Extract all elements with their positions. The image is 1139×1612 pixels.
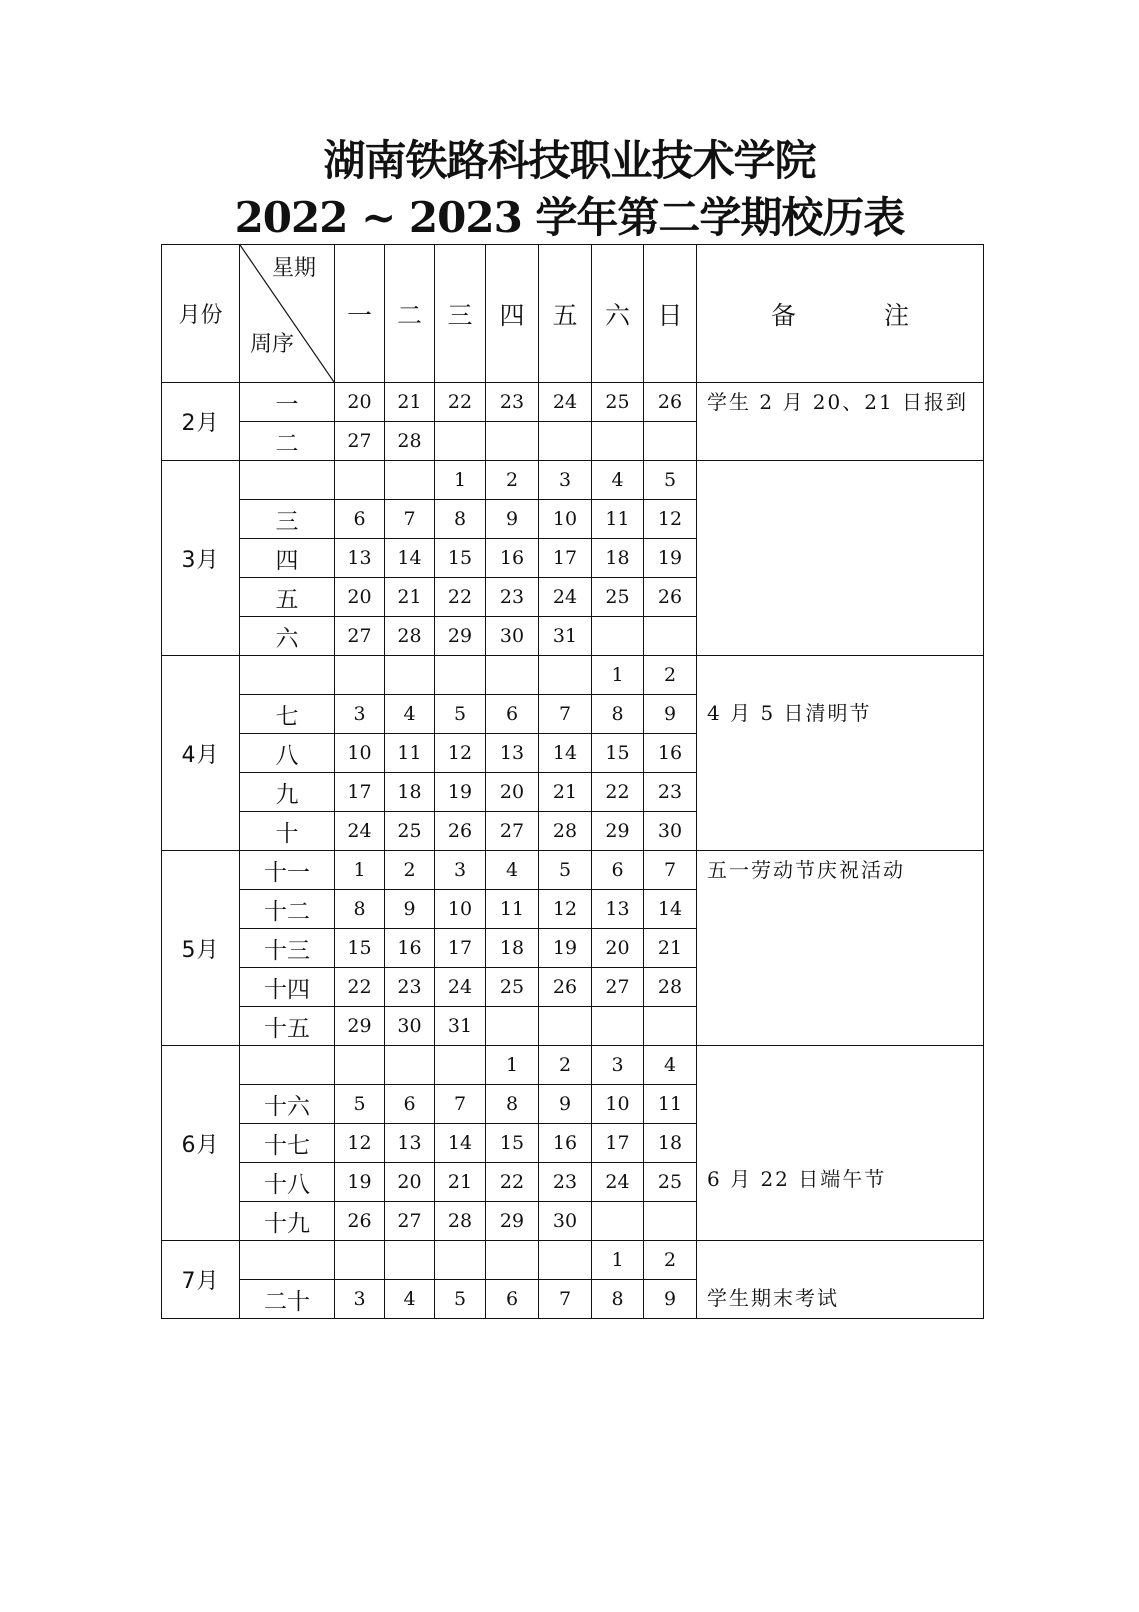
- day-cell: 23: [385, 968, 435, 1007]
- day-cell: 5: [435, 1280, 486, 1319]
- day-cell: 15: [486, 1124, 539, 1163]
- month-notes: [697, 461, 984, 656]
- day-cell: 4: [385, 695, 435, 734]
- day-cell: 16: [385, 929, 435, 968]
- day-cell: 19: [335, 1163, 385, 1202]
- note-line: [707, 656, 983, 694]
- day-cell: 10: [592, 1085, 644, 1124]
- day-cell: 18: [592, 539, 644, 578]
- day-cell: 30: [385, 1007, 435, 1046]
- day-cell: [592, 617, 644, 656]
- month-notes: [697, 656, 984, 851]
- weekday-week-diagonal-header: [240, 245, 335, 383]
- day-cell: 16: [486, 539, 539, 578]
- day-cell: 24: [435, 968, 486, 1007]
- day-cell: 17: [335, 773, 385, 812]
- day-cell: 7: [435, 1085, 486, 1124]
- week-number: 十五: [240, 1007, 335, 1046]
- note-line: 学生期末考试: [707, 1286, 839, 1310]
- day-cell: [644, 1007, 697, 1046]
- week-number: [240, 1046, 335, 1085]
- day-cell: 24: [335, 812, 385, 851]
- day-cell: 6: [592, 851, 644, 890]
- day-cell: 10: [539, 500, 592, 539]
- day-cell: 10: [435, 890, 486, 929]
- day-cell: [385, 1241, 435, 1280]
- day-cell: 20: [385, 1163, 435, 1202]
- day-header-sat: 六: [592, 245, 644, 383]
- day-cell: 19: [644, 539, 697, 578]
- day-cell: 6: [335, 500, 385, 539]
- day-cell: [335, 1241, 385, 1280]
- day-cell: 24: [592, 1163, 644, 1202]
- day-cell: 2: [539, 1046, 592, 1085]
- day-cell: 12: [644, 500, 697, 539]
- day-cell: 26: [435, 812, 486, 851]
- day-cell: [539, 422, 592, 461]
- month-label: 3月: [162, 461, 240, 656]
- header-row: [162, 245, 984, 383]
- week-row: [162, 383, 984, 422]
- day-cell: 6: [486, 695, 539, 734]
- day-cell: 14: [435, 1124, 486, 1163]
- day-cell: [539, 1007, 592, 1046]
- day-cell: 30: [644, 812, 697, 851]
- day-cell: [592, 422, 644, 461]
- month-label: 2月: [162, 383, 240, 461]
- note-line: [707, 1122, 983, 1160]
- day-header-sun: 日: [644, 245, 697, 383]
- week-number: 十二: [240, 890, 335, 929]
- day-cell: [644, 617, 697, 656]
- note-line: [707, 1046, 983, 1084]
- day-cell: 3: [335, 1280, 385, 1319]
- week-row: [162, 851, 984, 890]
- day-cell: 27: [335, 422, 385, 461]
- day-header-mon: 一: [335, 245, 385, 383]
- day-cell: 1: [435, 461, 486, 500]
- day-cell: 11: [385, 734, 435, 773]
- day-header-wed: 三: [435, 245, 486, 383]
- day-cell: 23: [539, 1163, 592, 1202]
- day-cell: 5: [435, 695, 486, 734]
- day-cell: 8: [435, 500, 486, 539]
- week-number: [240, 656, 335, 695]
- day-cell: 18: [644, 1124, 697, 1163]
- day-cell: 8: [592, 695, 644, 734]
- day-cell: [486, 1007, 539, 1046]
- day-cell: 7: [385, 500, 435, 539]
- day-cell: 20: [592, 929, 644, 968]
- month-label: 4月: [162, 656, 240, 851]
- day-cell: [486, 656, 539, 695]
- day-cell: 26: [644, 578, 697, 617]
- day-cell: 26: [335, 1202, 385, 1241]
- day-cell: 13: [486, 734, 539, 773]
- month-column-header: 月份: [162, 245, 240, 383]
- day-cell: 14: [539, 734, 592, 773]
- day-cell: 20: [335, 578, 385, 617]
- week-number: 十七: [240, 1124, 335, 1163]
- day-cell: [335, 656, 385, 695]
- day-cell: 8: [486, 1085, 539, 1124]
- week-row: [162, 656, 984, 695]
- day-cell: 15: [335, 929, 385, 968]
- day-cell: 25: [592, 383, 644, 422]
- day-cell: 2: [486, 461, 539, 500]
- day-cell: [539, 656, 592, 695]
- day-cell: 28: [644, 968, 697, 1007]
- day-cell: [592, 1202, 644, 1241]
- note-line: 五一劳动节庆祝活动: [707, 858, 905, 882]
- day-cell: 7: [539, 695, 592, 734]
- day-cell: 18: [385, 773, 435, 812]
- day-cell: 14: [385, 539, 435, 578]
- week-number: 十一: [240, 851, 335, 890]
- day-cell: 22: [486, 1163, 539, 1202]
- day-cell: [435, 1241, 486, 1280]
- day-cell: 15: [435, 539, 486, 578]
- day-cell: [644, 1202, 697, 1241]
- school-calendar-table: [161, 244, 984, 1319]
- day-cell: 24: [539, 383, 592, 422]
- week-number: 十六: [240, 1085, 335, 1124]
- day-cell: 1: [592, 656, 644, 695]
- day-cell: 24: [539, 578, 592, 617]
- day-cell: 25: [644, 1163, 697, 1202]
- day-cell: 29: [486, 1202, 539, 1241]
- day-cell: 6: [385, 1085, 435, 1124]
- day-cell: 13: [592, 890, 644, 929]
- day-cell: 13: [335, 539, 385, 578]
- week-number: 二: [240, 422, 335, 461]
- day-cell: 9: [539, 1085, 592, 1124]
- day-cell: [539, 1241, 592, 1280]
- day-cell: 18: [486, 929, 539, 968]
- day-cell: 22: [435, 578, 486, 617]
- day-cell: 3: [335, 695, 385, 734]
- day-cell: 1: [486, 1046, 539, 1085]
- day-cell: 20: [486, 773, 539, 812]
- week-number: 五: [240, 578, 335, 617]
- day-cell: 27: [486, 812, 539, 851]
- day-cell: 5: [335, 1085, 385, 1124]
- day-cell: 2: [644, 1241, 697, 1280]
- day-header-fri: 五: [539, 245, 592, 383]
- week-row: [162, 1241, 984, 1280]
- day-cell: 4: [644, 1046, 697, 1085]
- week-row: [162, 461, 984, 500]
- day-cell: 3: [539, 461, 592, 500]
- day-cell: 28: [539, 812, 592, 851]
- week-number: [240, 1241, 335, 1280]
- day-cell: 27: [592, 968, 644, 1007]
- day-cell: 11: [486, 890, 539, 929]
- day-cell: 29: [435, 617, 486, 656]
- day-cell: 5: [644, 461, 697, 500]
- day-cell: 9: [486, 500, 539, 539]
- note-line: 4 月 5 日清明节: [707, 701, 872, 725]
- day-cell: 23: [644, 773, 697, 812]
- day-cell: 21: [385, 383, 435, 422]
- day-cell: 8: [592, 1280, 644, 1319]
- day-cell: 4: [486, 851, 539, 890]
- day-cell: 9: [644, 1280, 697, 1319]
- day-cell: [486, 422, 539, 461]
- week-number: 七: [240, 695, 335, 734]
- day-cell: 7: [644, 851, 697, 890]
- day-cell: [592, 1007, 644, 1046]
- day-cell: [435, 656, 486, 695]
- day-cell: [435, 422, 486, 461]
- note-line: [707, 1084, 983, 1122]
- document-subtitle: 2022 ~ 2023 学年第二学期校历表: [234, 193, 905, 242]
- day-cell: 4: [592, 461, 644, 500]
- month-notes: [697, 1241, 984, 1319]
- day-cell: 17: [539, 539, 592, 578]
- day-cell: 29: [592, 812, 644, 851]
- day-cell: 14: [644, 890, 697, 929]
- day-cell: 3: [592, 1046, 644, 1085]
- day-cell: 17: [592, 1124, 644, 1163]
- day-cell: 8: [335, 890, 385, 929]
- day-cell: 31: [435, 1007, 486, 1046]
- month-notes: [697, 383, 984, 461]
- day-cell: 29: [335, 1007, 385, 1046]
- note-line: 6 月 22 日端午节: [707, 1167, 887, 1191]
- day-cell: [385, 1046, 435, 1085]
- week-number: 六: [240, 617, 335, 656]
- day-cell: 10: [335, 734, 385, 773]
- day-cell: [335, 1046, 385, 1085]
- day-cell: 25: [486, 968, 539, 1007]
- day-header-thu: 四: [486, 245, 539, 383]
- week-number: 十八: [240, 1163, 335, 1202]
- notes-column-header: 备 注: [697, 245, 984, 383]
- day-header-tue: 二: [385, 245, 435, 383]
- day-cell: 2: [644, 656, 697, 695]
- week-number: 十九: [240, 1202, 335, 1241]
- week-number: [240, 461, 335, 500]
- day-cell: 30: [539, 1202, 592, 1241]
- day-cell: 28: [385, 617, 435, 656]
- month-label: 6月: [162, 1046, 240, 1241]
- day-cell: 16: [644, 734, 697, 773]
- day-cell: 23: [486, 578, 539, 617]
- day-cell: 3: [435, 851, 486, 890]
- day-cell: 19: [539, 929, 592, 968]
- day-cell: 31: [539, 617, 592, 656]
- week-number: 十: [240, 812, 335, 851]
- day-cell: 20: [335, 383, 385, 422]
- week-number: 八: [240, 734, 335, 773]
- day-cell: 28: [435, 1202, 486, 1241]
- day-cell: 12: [539, 890, 592, 929]
- week-order-label: 周序: [250, 332, 295, 357]
- note-line: [707, 1241, 983, 1279]
- day-cell: 30: [486, 617, 539, 656]
- day-cell: 28: [385, 422, 435, 461]
- day-cell: 13: [385, 1124, 435, 1163]
- month-label: 7月: [162, 1241, 240, 1319]
- week-number: 一: [240, 383, 335, 422]
- day-cell: 22: [335, 968, 385, 1007]
- day-cell: 22: [592, 773, 644, 812]
- day-cell: 2: [385, 851, 435, 890]
- day-cell: 1: [592, 1241, 644, 1280]
- day-cell: 4: [385, 1280, 435, 1319]
- note-line: 学生 2 月 20、21 日报到: [707, 390, 969, 414]
- day-cell: 21: [435, 1163, 486, 1202]
- week-number: 十四: [240, 968, 335, 1007]
- month-notes: [697, 1046, 984, 1241]
- day-cell: [385, 461, 435, 500]
- day-cell: 5: [539, 851, 592, 890]
- week-row: [162, 1046, 984, 1085]
- week-number: 二十: [240, 1280, 335, 1319]
- day-cell: 27: [385, 1202, 435, 1241]
- day-cell: [644, 422, 697, 461]
- day-cell: 26: [539, 968, 592, 1007]
- day-cell: 11: [644, 1085, 697, 1124]
- day-cell: 9: [644, 695, 697, 734]
- day-cell: 11: [592, 500, 644, 539]
- day-cell: 17: [435, 929, 486, 968]
- day-cell: 7: [539, 1280, 592, 1319]
- day-cell: 1: [335, 851, 385, 890]
- day-cell: 6: [486, 1280, 539, 1319]
- day-cell: 16: [539, 1124, 592, 1163]
- day-cell: [335, 461, 385, 500]
- week-number: 十三: [240, 929, 335, 968]
- day-cell: 25: [592, 578, 644, 617]
- day-cell: 22: [435, 383, 486, 422]
- day-cell: 21: [644, 929, 697, 968]
- document-title: 湖南铁路科技职业技术学院: [323, 136, 816, 185]
- day-cell: [486, 1241, 539, 1280]
- week-number: 九: [240, 773, 335, 812]
- day-cell: [385, 656, 435, 695]
- day-cell: 15: [592, 734, 644, 773]
- day-cell: 23: [486, 383, 539, 422]
- day-cell: 27: [335, 617, 385, 656]
- day-cell: 12: [335, 1124, 385, 1163]
- day-cell: 19: [435, 773, 486, 812]
- day-cell: 9: [385, 890, 435, 929]
- week-number: 三: [240, 500, 335, 539]
- day-cell: 12: [435, 734, 486, 773]
- day-cell: 21: [385, 578, 435, 617]
- day-cell: [435, 1046, 486, 1085]
- weekday-label: 星期: [271, 256, 316, 281]
- month-label: 5月: [162, 851, 240, 1046]
- day-cell: 26: [644, 383, 697, 422]
- day-cell: 25: [385, 812, 435, 851]
- month-notes: [697, 851, 984, 1046]
- day-cell: 21: [539, 773, 592, 812]
- week-number: 四: [240, 539, 335, 578]
